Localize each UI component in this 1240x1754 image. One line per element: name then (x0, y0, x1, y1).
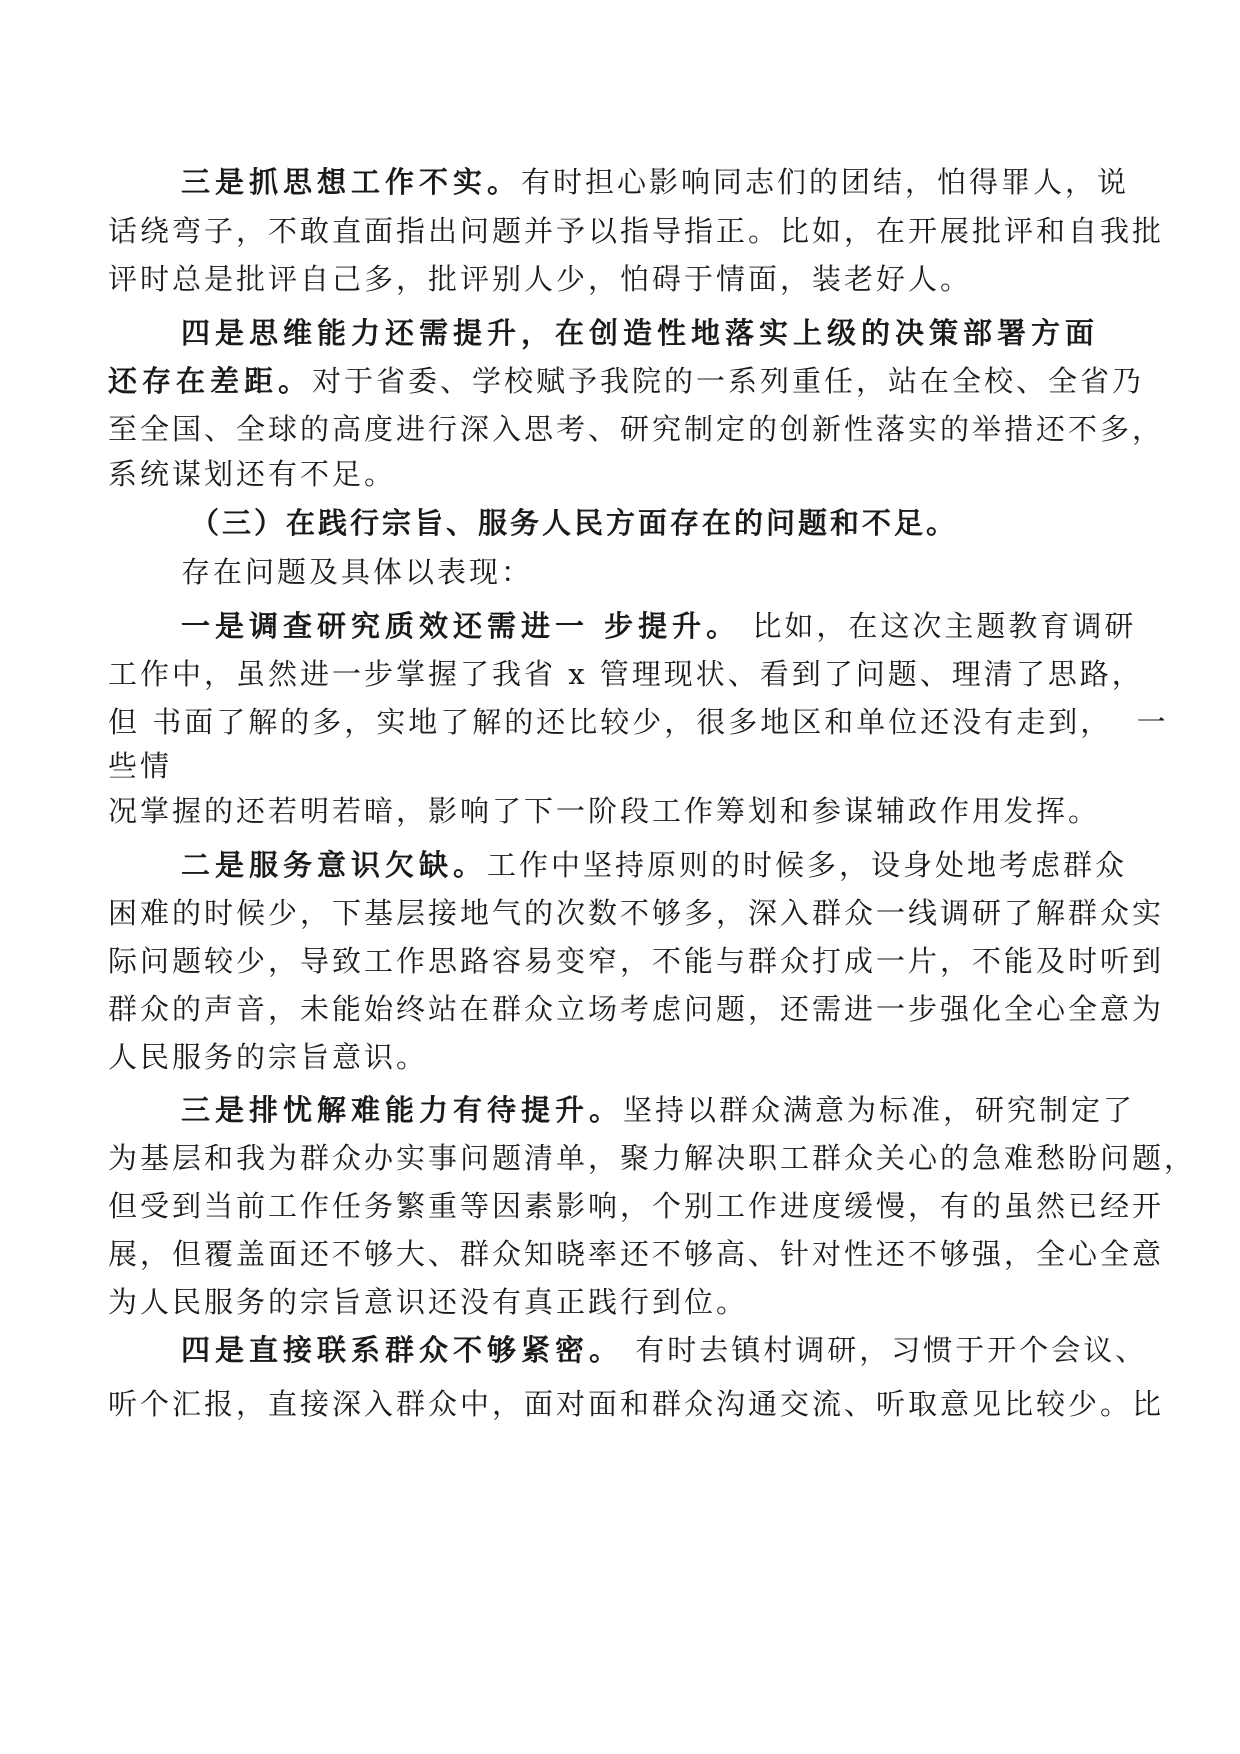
paragraph-line (181, 845, 1141, 885)
paragraph-line: 评时总是批评自己多，批评别人少，怕碍于情面，装老好人。 (108, 262, 973, 296)
body-text: 工作中坚持原则的时候多，设身处地考虑群众 (487, 848, 1128, 882)
paragraph-line (108, 361, 1145, 401)
paragraph-line (181, 162, 1141, 202)
body-text: 有时去镇村调研，习惯于开个会议、 (623, 1333, 1148, 1367)
paragraph-line: 至全国、全球的高度进行深入思考、研究制定的创新性落实的举措还不多， (108, 412, 1165, 446)
paragraph-line: 些情 (108, 749, 173, 783)
body-text: 坚持以群众满意为标准，研究制定了 (623, 1093, 1136, 1127)
paragraph-line: 工作中，虽然进一步掌握了我省 x 管理现状、看到了问题、理清了思路， (108, 657, 1144, 691)
paragraph-line (181, 1090, 1141, 1130)
section-heading: （三）在践行宗旨、服务人民方面存在的问题和不足。 (190, 506, 959, 540)
paragraph-line: 人民服务的宗旨意识。 (108, 1040, 429, 1074)
body-text: 对于省委、学校赋予我院的一系列重任，站在全校、全省乃 (312, 364, 1145, 398)
paragraph-line: 为人民服务的宗旨意识还没有真正践行到位。 (108, 1285, 749, 1319)
bold-heading: 还存在差距。 (108, 364, 313, 398)
paragraph-line: 存在问题及具体以表现： (181, 555, 534, 589)
bold-heading: 三是抓思想工作不实。 (181, 165, 522, 199)
paragraph-line: 话绕弯子，不敢直面指出问题并予以指导指正。比如，在开展批评和自我批 (108, 214, 1165, 248)
paragraph-line: 展，但覆盖面还不够大、群众知晓率还不够高、针对性还不够强，全心全意 (108, 1237, 1165, 1271)
bold-heading: 三是排忧解难能力有待提升。 (181, 1093, 624, 1127)
bold-heading: 一是调查研究质效还需进一 步提升。 (181, 609, 741, 643)
paragraph-line: 际问题较少，导致工作思路容易变窄，不能与群众打成一片，不能及时听到 (108, 944, 1165, 978)
paragraph-line: 但 书面了解的多，实地了解的还比较少，很多地区和单位还没有走到， 一 (108, 705, 1169, 739)
paragraph-line (181, 1330, 1148, 1370)
bold-heading: 二是服务意识欠缺。 (181, 848, 488, 882)
body-text: 比如，在这次主题教育调研 (740, 609, 1137, 643)
paragraph-line: 为基层和我为群众办实事问题清单，聚力解决职工群众关心的急难愁盼问题， (108, 1141, 1197, 1175)
paragraph-line: 群众的声音，未能始终站在群众立场考虑问题，还需进一步强化全心全意为 (108, 992, 1165, 1026)
bold-heading: 四是直接联系群众不够紧密。 (181, 1333, 624, 1367)
paragraph-line: 困难的时候少，下基层接地气的次数不够多，深入群众一线调研了解群众实 (108, 896, 1165, 930)
paragraph-line (181, 606, 1141, 646)
paragraph-line: 四是思维能力还需提升，在创造性地落实上级的决策部署方面 (181, 316, 1100, 350)
paragraph-line: 但受到当前工作任务繁重等因素影响，个别工作进度缓慢，有的虽然已经开 (108, 1189, 1165, 1223)
paragraph-line: 听个汇报，直接深入群众中，面对面和群众沟通交流、听取意见比较少。比 (108, 1387, 1165, 1421)
paragraph-line: 况掌握的还若明若暗，影响了下一阶段工作筹划和参谋辅政作用发挥。 (108, 794, 1101, 828)
body-text: 有时担心影响同志们的团结，怕得罪人，说 (521, 165, 1130, 199)
paragraph-line: 系统谋划还有不足。 (108, 457, 397, 491)
